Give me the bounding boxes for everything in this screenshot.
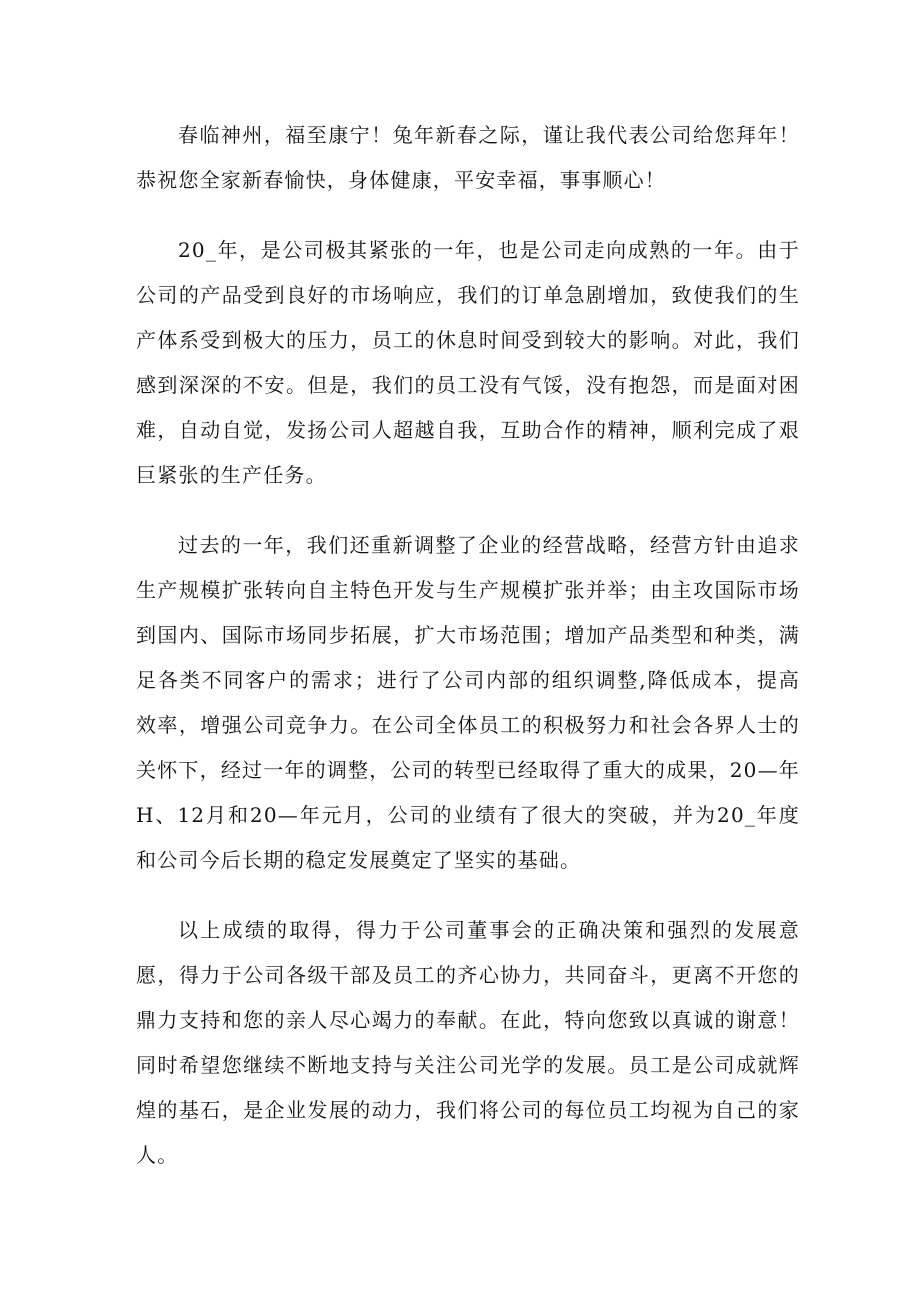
paragraph-strategy: 过去的一年，我们还重新调整了企业的经营战略，经营方针由追求生产规模扩张转向自主特色开发与生产规模扩张并举；由主攻国际市场到国内、国际市场同步拓展，扩大市场范围；增加产品类型和种类，满足各类不同客户的需求；进行了公司内部的组织调整,降低成本，提高效率，增强公司竞争力。在公司全体员工的积极努力和社会各界人士的关怀下，经过一年的调整，公司的转型已经取得了重大的成果，20—年H、12月和20—年元月，公司的业绩有了很大的突破，并为20_年度和公司今后长期的稳定发展奠定了坚实的基础。 — [136, 533, 800, 872]
paragraph-thanks: 以上成绩的取得，得力于公司董事会的正确决策和强烈的发展意愿，得力于公司各级干部及员工的齐心协力，共同奋斗，更离不开您的鼎力支持和您的亲人尽心竭力的奉献。在此，特向您致以真诚的谢意！同时希望您继续不断地支持与关注公司光学的发展。员工是公司成就辉煌的基石，是企业发展的动力，我们将公司的每位员工均视为自己的家人。 — [136, 918, 800, 1167]
paragraph-greeting: 春临神州，福至康宁！兔年新春之际，谨让我代表公司给您拜年！恭祝您全家新春愉快，身体健康，平安幸福，事事顺心！ — [136, 123, 800, 192]
paragraph-year-review: 20_年，是公司极其紧张的一年，也是公司走向成熟的一年。由于公司的产品受到良好的市场响应，我们的订单急剧增加，致使我们的生产体系受到极大的压力，员工的休息时间受到较大的影响。对此，我们感到深深的不安。但是，我们的员工没有气馁，没有抱怨，而是面对困难，自动自觉，发扬公司人超越自我，互助合作的精神，顺利完成了艰巨紧张的生产任务。 — [136, 238, 800, 487]
